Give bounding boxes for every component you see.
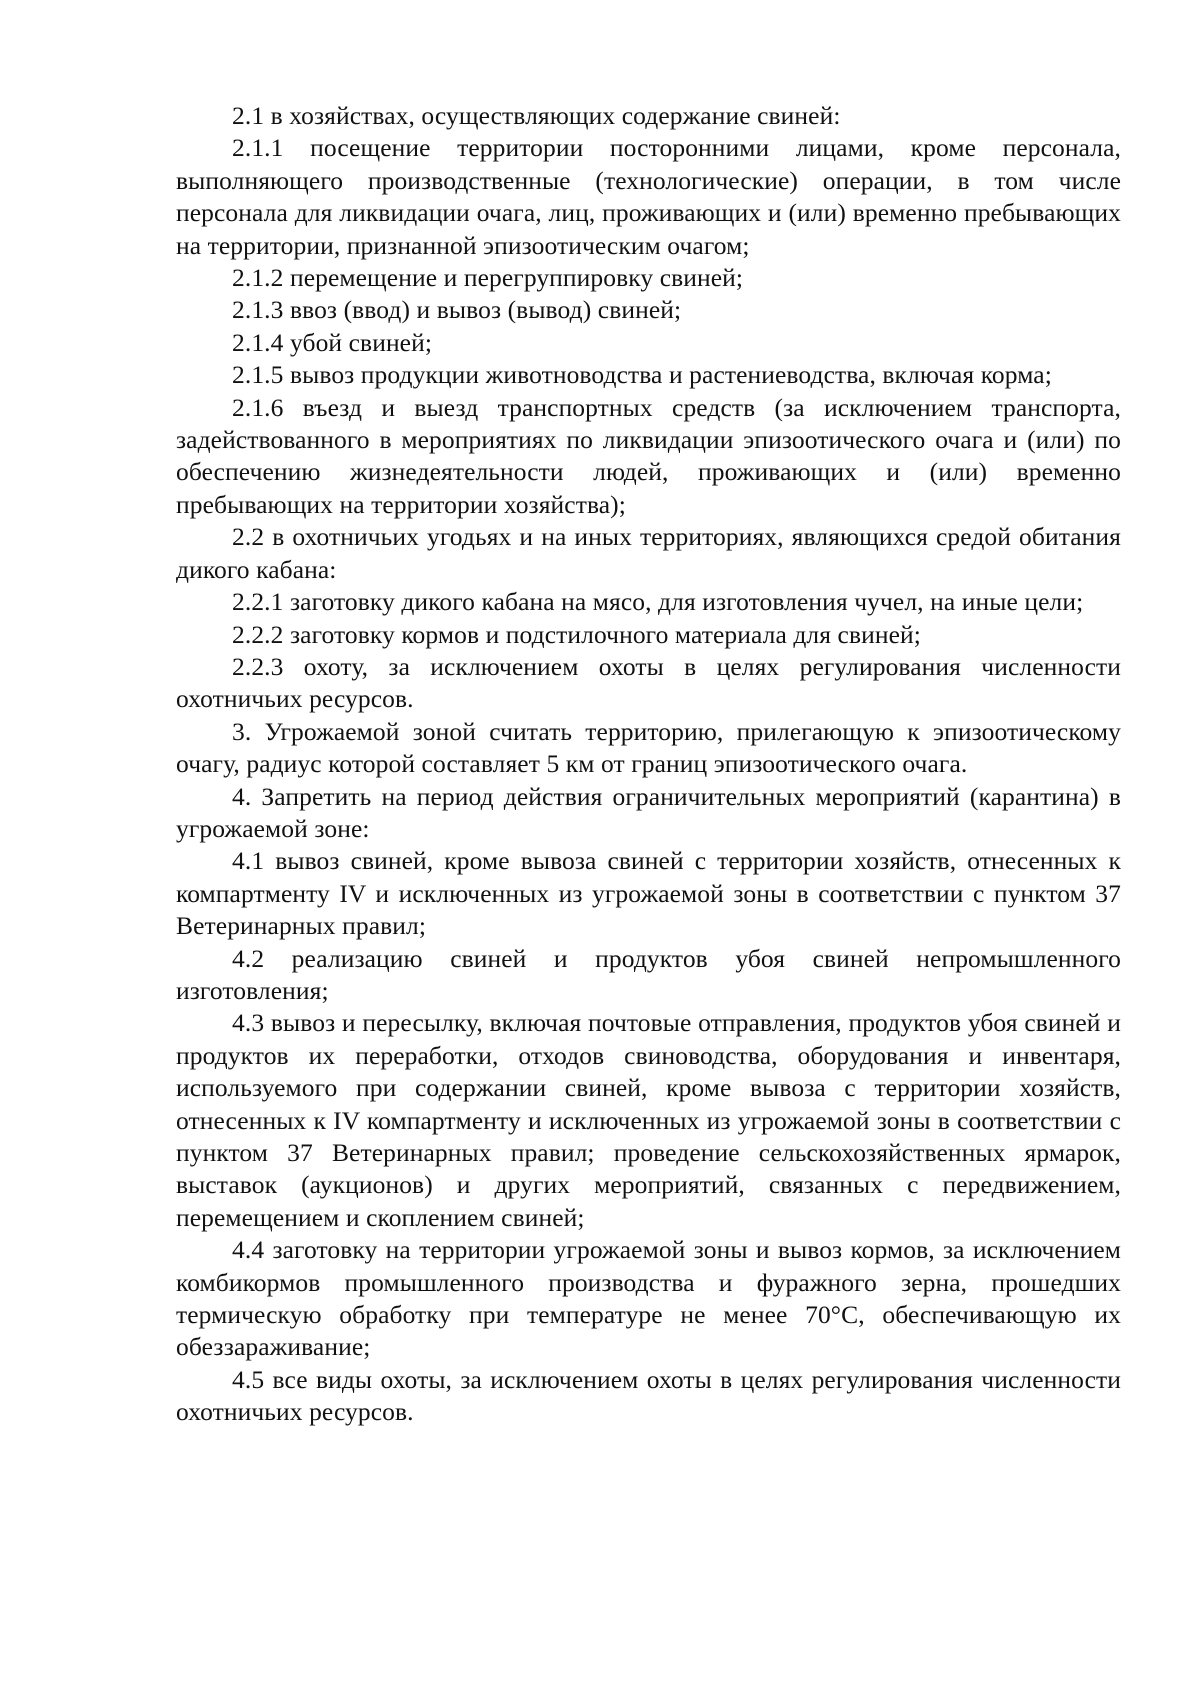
paragraph-4-1: 4.1 вывоз свиней, кроме вывоза свиней с территории хозяйств, отнесенных к компартменту IV и исключенных из угрожаемой зоны в соответствии с пунктом 37 Ветеринарных правил; [176, 846, 1121, 941]
paragraph-4-5: 4.5 все виды охоты, за исключением охоты в целях регулирования численности охотничьих ресурсов. [176, 1364, 1121, 1427]
paragraph-3: 3. Угрожаемой зоной считать территорию, прилегающую к эпизоотическому очагу, радиус которой составляет 5 км от границ эпизоотического очага. [176, 716, 1121, 779]
paragraph-2-1-5: 2.1.5 вывоз продукции животноводства и растениеводства, включая корма; [232, 360, 1052, 390]
paragraph-2-1-2: 2.1.2 перемещение и перегруппировку свиней; [232, 263, 744, 293]
paragraph-4: 4. Запретить на период действия ограничительных мероприятий (карантина) в угрожаемой зоне: [176, 781, 1121, 843]
paragraph-2-2-2: 2.2.2 заготовку кормов и подстилочного материала для свиней; [232, 619, 921, 649]
paragraph-2-1-1: 2.1.1 посещение территории посторонними лицами, кроме персонала, выполняющего производственные (технологические) операции, в том числе персонала для ликвидации очага, лиц, проживающих и (или) временно пребывающих на территории, признанной эпизоотическим очагом; [176, 133, 1121, 260]
paragraph-4-2: 4.2 реализацию свиней и продуктов убоя свиней непромышленного изготовления; [176, 943, 1121, 1005]
paragraph-4-4: 4.4 заготовку на территории угрожаемой зоны и вывоз кормов, за исключением комбикормов промышленного производства и фуражного зерна, прошедших термическую обработку при температуре не менее 70°С, обеспечивающую их обеззараживание; [176, 1235, 1121, 1362]
document-body [176, 100, 1121, 1429]
paragraph-4-3: 4.3 вывоз и пересылку, включая почтовые отправления, продуктов убоя свиней и продуктов их переработки, отходов свиноводства, оборудования и инвентаря, используемого при содержании свиней, кроме вывоза с территории хозяйств, отнесенных к IV компартменту и исключенных из угрожаемой зоны в соответствии с пунктом 37 Ветеринарных правил; проведение сельскохозяйственных ярмарок, выставок (аукционов) и других мероприятий, связанных с передвижением, перемещением и скоплением свиней; [176, 1008, 1121, 1232]
paragraph-2-1-3: 2.1.3 ввоз (ввод) и вывоз (вывод) свиней; [232, 295, 682, 325]
paragraph-2-2: 2.2 в охотничьих угодьях и на иных территориях, являющихся средой обитания дикого кабана: [176, 522, 1121, 584]
paragraph-2-1-6: 2.1.6 въезд и выезд транспортных средств (за исключением транспорта, задействованного в мероприятиях по ликвидации эпизоотического очага и (или) по обеспечению жизнедеятельности людей, проживающих и (или) временно пребывающих на территории хозяйства); [176, 392, 1121, 519]
paragraph-2-2-3: 2.2.3 охоту, за исключением охоты в целях регулирования численности охотничьих ресурсов. [176, 651, 1121, 714]
paragraph-2-1: 2.1 в хозяйствах, осуществляющих содержание свиней: [232, 101, 841, 130]
paragraph-2-2-1: 2.2.1 заготовку дикого кабана на мясо, для изготовления чучел, на иные цели; [232, 587, 1084, 617]
paragraph-2-1-4: 2.1.4 убой свиней; [232, 327, 433, 357]
